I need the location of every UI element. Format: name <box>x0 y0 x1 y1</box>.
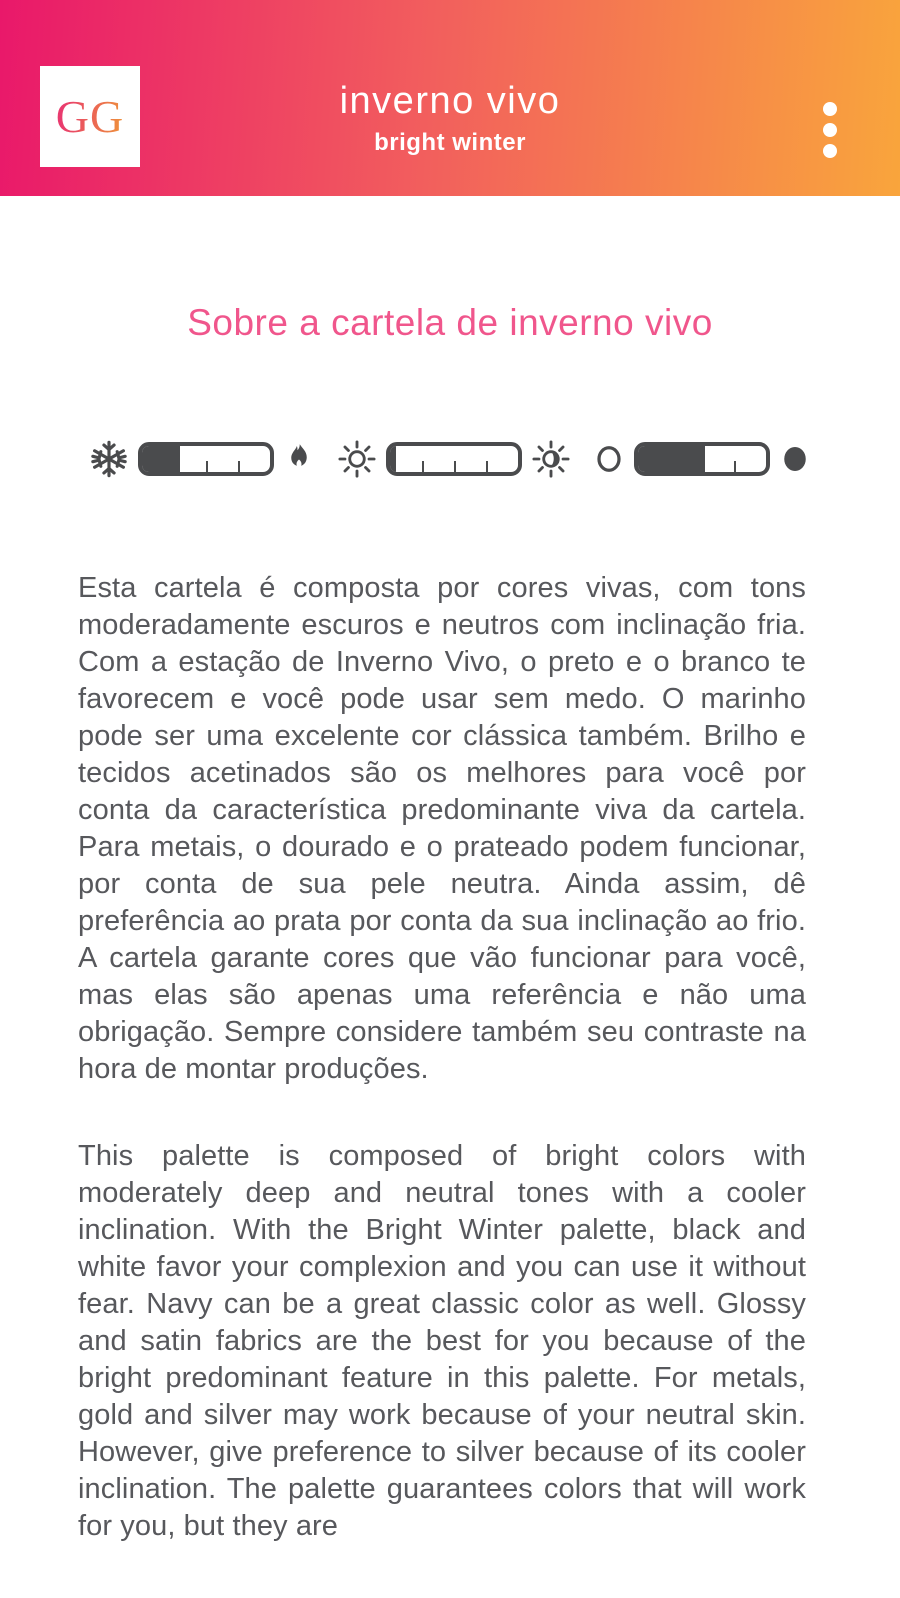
palette-attribute-gauges <box>0 440 900 478</box>
gauge-tick <box>422 461 424 472</box>
gauge-tick <box>734 461 736 472</box>
menu-dot <box>823 144 837 158</box>
gauge-tick <box>206 461 208 472</box>
gauge-tick <box>486 461 488 472</box>
paragraph-portuguese: Esta cartela é composta por cores vivas, com tons moderadamente escuros e neutros com inclinação fria. Com a estação de Inverno Vivo, o preto e o branco te favorecem e você pode usar sem medo. O marinho pode ser uma excelente cor clássica também. Brilho e tecidos acetinados são os melhores para você por conta da característica predominante viva da cartela. Para metais, o dourado e o prateado podem funcionar, por conta de sua pele neutra. Ainda assim, dê preferência ao prata por conta da sua inclinação ao frio. A cartela garante cores que vão funcionar para você, mas elas são apenas uma referência e não uma obrigação. Sempre considere também seu contraste na hora de montar produções. <box>78 572 806 1085</box>
appbar-titles <box>0 80 900 157</box>
paragraph-english: This palette is composed of bright colors with moderately deep and neutral tones with a cooler inclination. With the Bright Winter palette, black and white favor your complexion and you can use it without fear. Navy can be a great classic color as well. Glossy and satin fabrics are the best for you because of the bright predominant feature in this palette. For metals, gold and silver may work because of your neutral skin. However, give preference to silver because of its cooler inclination. The palette guarantees colors that will work for you, but they are <box>78 1140 806 1542</box>
gauge-tick <box>454 461 456 472</box>
gauge-temperature <box>90 440 314 478</box>
gauge-brightness <box>338 440 570 478</box>
palette-description <box>0 570 900 1545</box>
sun-filled-icon <box>532 440 570 478</box>
page-title: inverno vivo <box>339 80 561 122</box>
menu-dot <box>823 102 837 116</box>
brightness-gauge-track <box>386 442 522 476</box>
temperature-gauge-track <box>138 442 274 476</box>
logo-gg-text: GG <box>55 91 125 142</box>
gauge-tick <box>238 461 240 472</box>
temperature-gauge-fill <box>142 446 180 472</box>
gauge-depth <box>594 442 810 476</box>
circle-filled-icon <box>780 442 810 476</box>
flame-icon <box>284 442 314 476</box>
sun-outline-icon <box>338 440 376 478</box>
brightness-gauge-fill <box>390 446 396 472</box>
page-subtitle: bright winter <box>374 129 526 156</box>
menu-dot <box>823 123 837 137</box>
section-heading: Sobre a cartela de inverno vivo <box>187 302 713 343</box>
circle-outline-icon <box>594 442 624 476</box>
app-header <box>0 0 900 196</box>
snowflake-icon <box>90 440 128 478</box>
depth-gauge-track <box>634 442 770 476</box>
kebab-menu-icon[interactable] <box>822 102 838 158</box>
depth-gauge-fill <box>638 446 705 472</box>
